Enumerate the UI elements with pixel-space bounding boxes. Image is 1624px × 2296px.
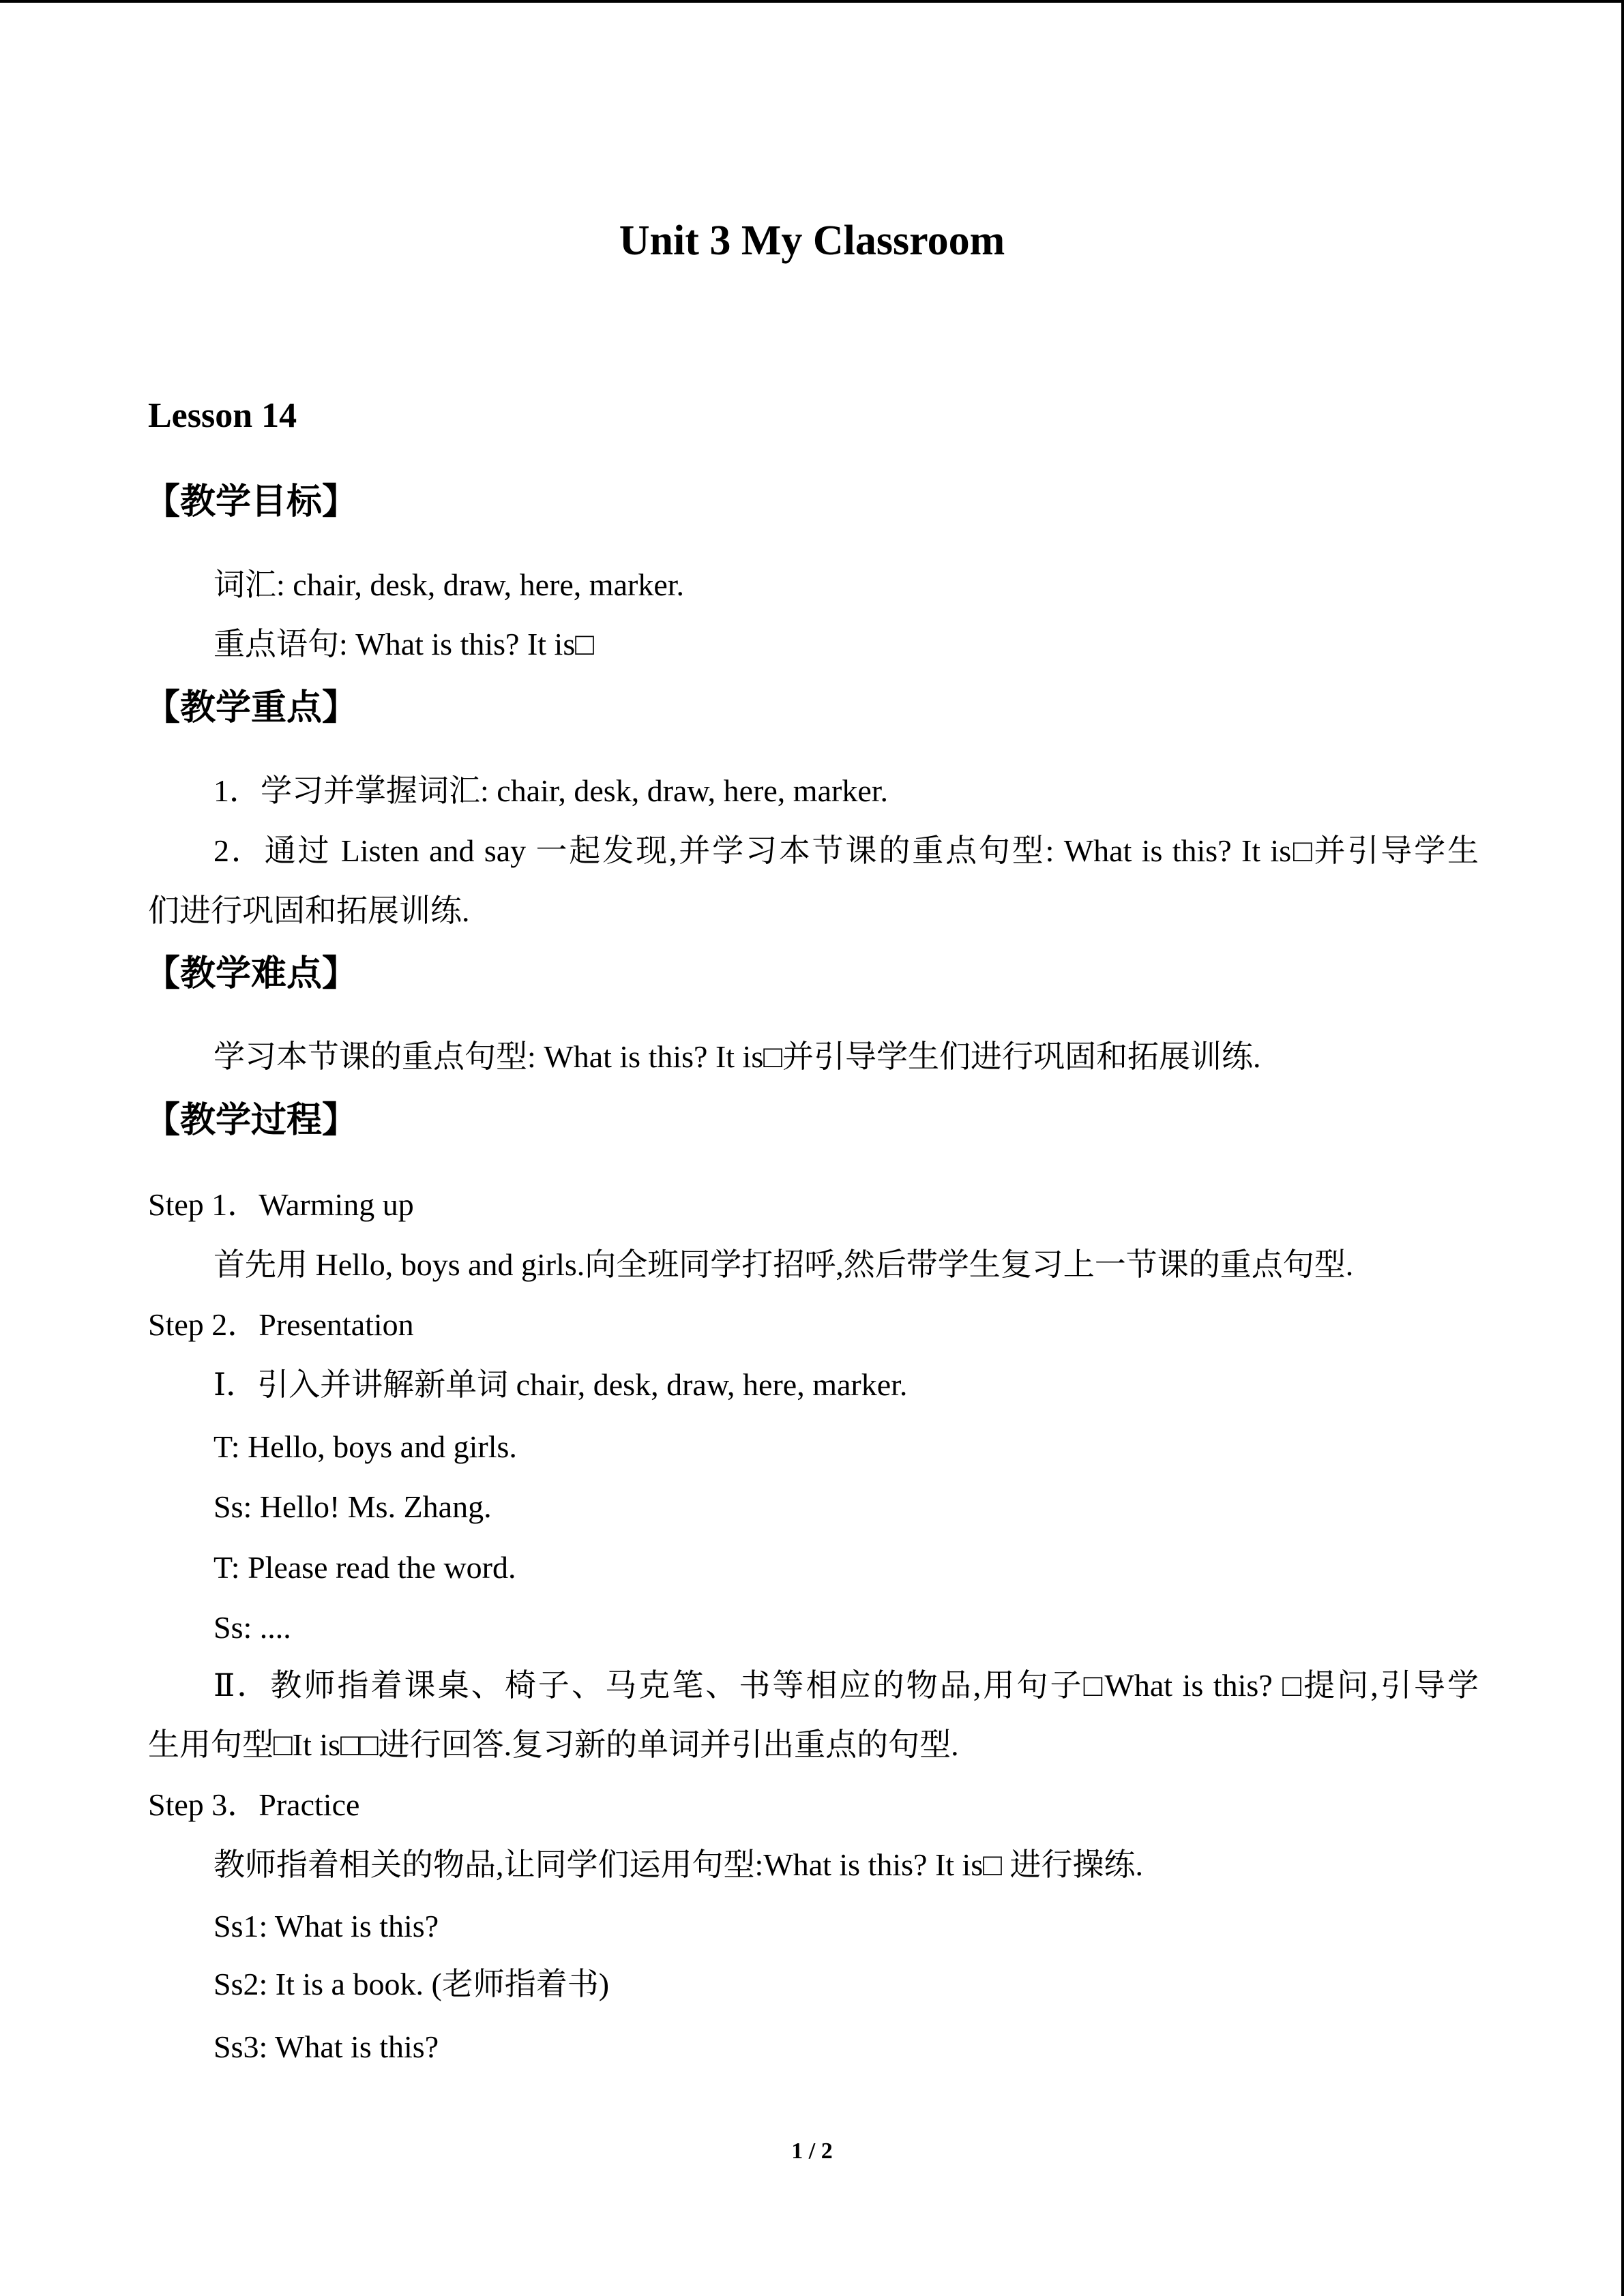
step-title: Step 2．Presentation <box>148 1307 414 1342</box>
section-heading-process: 【教学过程】 <box>145 1100 358 1141</box>
key-point-line: 2．通过 Listen and say 一起发现,并学习本节课的重点句型: What is this? It is□并引导学生 <box>213 833 1479 868</box>
step-line: Ss: Hello! Ms. Zhang. <box>213 1489 492 1524</box>
lesson-heading: Lesson 14 <box>148 396 297 435</box>
step-line: Ss: .... <box>213 1610 291 1645</box>
document-title: Unit 3 My Classroom <box>619 218 1005 264</box>
step-line: Ⅱ．教师指着课桌、椅子、马克笔、书等相应的物品,用句子□What is this? □提问,引导学 <box>213 1668 1479 1703</box>
section-heading-difficulties: 【教学难点】 <box>145 953 358 994</box>
step-line: 首先用 Hello, boys and girls.向全班同学打招呼,然后带学生复习上一节课的重点句型. <box>213 1247 1354 1282</box>
step-line: 生用句型□It is□□进行回答.复习新的单词并引出重点的句型. <box>148 1727 959 1762</box>
step-line: Ⅰ．引入并讲解新单词 chair, desk, draw, here, marker. <box>213 1367 908 1402</box>
section-heading-objectives: 【教学目标】 <box>145 481 358 522</box>
step-line: T: Please read the word. <box>213 1550 516 1585</box>
objective-line: 重点语句: What is this? It is□ <box>213 627 595 661</box>
step-line: Ss1: What is this? <box>213 1909 439 1943</box>
difficulty-line: 学习本节课的重点句型: What is this? It is□并引导学生们进行巩固和拓展训练. <box>213 1039 1261 1074</box>
step-line: Ss3: What is this? <box>213 2029 439 2064</box>
step-line: T: Hello, boys and girls. <box>213 1429 517 1464</box>
objective-line: 词汇: chair, desk, draw, here, marker. <box>213 567 685 602</box>
step-line: 教师指着相关的物品,让同学们运用句型:What is this? It is□ 进行操练. <box>213 1847 1144 1882</box>
step-line: Ss2: It is a book. (老师指着书) <box>213 1967 610 2001</box>
section-heading-key-points: 【教学重点】 <box>145 687 358 728</box>
step-title: Step 3．Practice <box>148 1787 360 1822</box>
key-point-line: 1．学习并掌握词汇: chair, desk, draw, here, marker. <box>213 773 889 808</box>
key-point-line: 们进行巩固和拓展训练. <box>148 893 470 928</box>
page-number: 1 / 2 <box>791 2138 833 2164</box>
step-title: Step 1．Warming up <box>148 1187 414 1222</box>
